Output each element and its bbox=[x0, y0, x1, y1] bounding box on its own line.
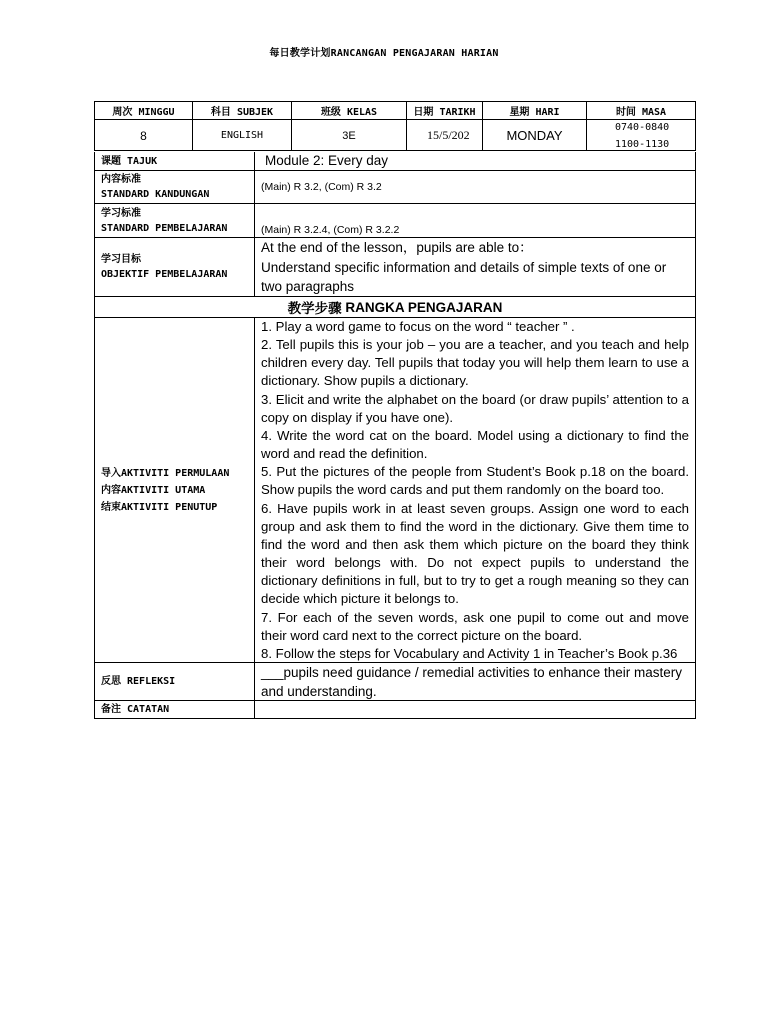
aktiviti-label-penutup: 结束AKTIVITI PENUTUP bbox=[101, 501, 218, 513]
tajuk-label: 课题 TAJUK bbox=[95, 152, 255, 170]
subject-value: ENGLISH bbox=[193, 120, 292, 151]
step-item: 1. Play a word game to focus on the word “ teacher ” . bbox=[261, 319, 575, 334]
step-item: 8. Follow the steps for Vocabulary and Activity 1 in Teacher’s Book p.36 bbox=[261, 645, 678, 661]
row-pembelajaran bbox=[95, 204, 695, 238]
aktiviti-label-utama: 内容AKTIVITI UTAMA bbox=[101, 484, 206, 496]
objektif-label bbox=[95, 238, 255, 296]
kandungan-label-zh: 内容标准 bbox=[101, 174, 141, 185]
row-kandungan bbox=[95, 171, 695, 204]
step-item: 2. Tell pupils this is your job – you are a teacher, and you teach and help children every day. Tell pupils that today you will help them learn to use a dictionary. Show pupils a dictionary. bbox=[261, 337, 689, 389]
objektif-value bbox=[255, 238, 695, 296]
label-minggu: 周次 MINGGU bbox=[95, 102, 193, 119]
refleksi-value: ___pupils need guidance / remedial activities to enhance their mastery and understanding. bbox=[261, 665, 682, 699]
row-rangka bbox=[95, 297, 695, 318]
time-value bbox=[587, 120, 695, 151]
lesson-plan-table bbox=[94, 152, 696, 719]
step-item: 6. Have pupils work in at least seven groups. Assign one word to each group and ask them to find the word in the dictionary. Give them time to find the word and then ask them which picture on the board they think their word belongs with. Do not expect pupils to understand the dictionary definitions in full, but to try to get a rough meaning so they can decide which picture it belongs to. bbox=[261, 500, 689, 607]
tajuk-value: Module 2: Every day bbox=[265, 153, 389, 168]
row-refleksi bbox=[95, 663, 695, 701]
row-objektif bbox=[95, 238, 695, 297]
activity-steps bbox=[255, 318, 695, 662]
step-item: 3. Elicit and write the alphabet on the board (or draw pupils’ attention to a copy on display if you have one). bbox=[261, 391, 689, 425]
kandungan-label-en: STANDARD KANDUNGAN bbox=[101, 189, 210, 200]
header-table bbox=[94, 101, 696, 151]
kandungan-value: (Main) R 3.2, (Com) R 3.2 bbox=[261, 181, 382, 193]
date-value: 15/5/202 bbox=[407, 120, 483, 151]
row-catatan bbox=[95, 701, 695, 719]
aktiviti-label bbox=[95, 318, 255, 662]
objektif-line-2: Understand specific information and details of simple texts of one or two paragraphs bbox=[261, 259, 667, 294]
row-aktiviti bbox=[95, 318, 695, 663]
kandungan-label bbox=[95, 171, 255, 203]
time-slot-2: 1100-1130 bbox=[615, 138, 670, 150]
day-value: MONDAY bbox=[483, 120, 587, 151]
aktiviti-label-permulaan: 导入AKTIVITI PERMULAAN bbox=[101, 467, 230, 479]
rangka-heading-en: RANGKA PENGAJARAN bbox=[341, 299, 503, 315]
row-tajuk bbox=[95, 152, 695, 171]
header-value-row bbox=[95, 120, 695, 151]
pembelajaran-value: (Main) R 3.2.4, (Com) R 3.2.2 bbox=[261, 224, 400, 236]
catatan-label: 备注 CATATAN bbox=[95, 701, 255, 718]
label-kelas: 班级 KELAS bbox=[292, 102, 407, 119]
label-masa: 时间 MASA bbox=[615, 107, 667, 118]
refleksi-label: 反思 REFLEKSI bbox=[95, 663, 255, 700]
step-item: 5. Put the pictures of the people from Student’s Book p.18 on the board. Show pupils the word cards and put them randomly on the board too. bbox=[261, 464, 689, 498]
label-tarikh: 日期 TARIKH bbox=[407, 102, 483, 119]
class-value: 3E bbox=[292, 120, 407, 151]
pembelajaran-label-zh: 学习标准 bbox=[101, 207, 141, 219]
week-value: 8 bbox=[95, 120, 193, 151]
time-slot-1: 0740-0840 bbox=[615, 121, 670, 133]
step-item: 4. Write the word cat on the board. Model using a dictionary to find the word and read the definition. bbox=[261, 427, 689, 462]
pembelajaran-label-en: STANDARD PEMBELAJARAN bbox=[101, 222, 228, 234]
page-title: 每日教学计划RANCANGAN PENGAJARAN HARIAN bbox=[269, 48, 499, 59]
catatan-value bbox=[255, 701, 695, 718]
objektif-label-zh: 学习目标 bbox=[101, 254, 141, 265]
label-subjek: 科目 SUBJEK bbox=[193, 102, 292, 119]
rangka-heading-zh: 教学步骤 bbox=[287, 301, 342, 317]
label-hari: 星期 HARI bbox=[483, 102, 587, 119]
rangka-heading bbox=[95, 297, 695, 317]
objektif-label-en: OBJEKTIF PEMBELAJARAN bbox=[101, 269, 228, 280]
objektif-line-1: At the end of the lesson，pupils are able to： bbox=[261, 240, 533, 255]
pembelajaran-label bbox=[95, 204, 255, 237]
step-item: 7. For each of the seven words, ask one pupil to come out and move their word card next to the correct picture on the board. bbox=[261, 609, 689, 643]
header-label-row bbox=[95, 102, 695, 120]
